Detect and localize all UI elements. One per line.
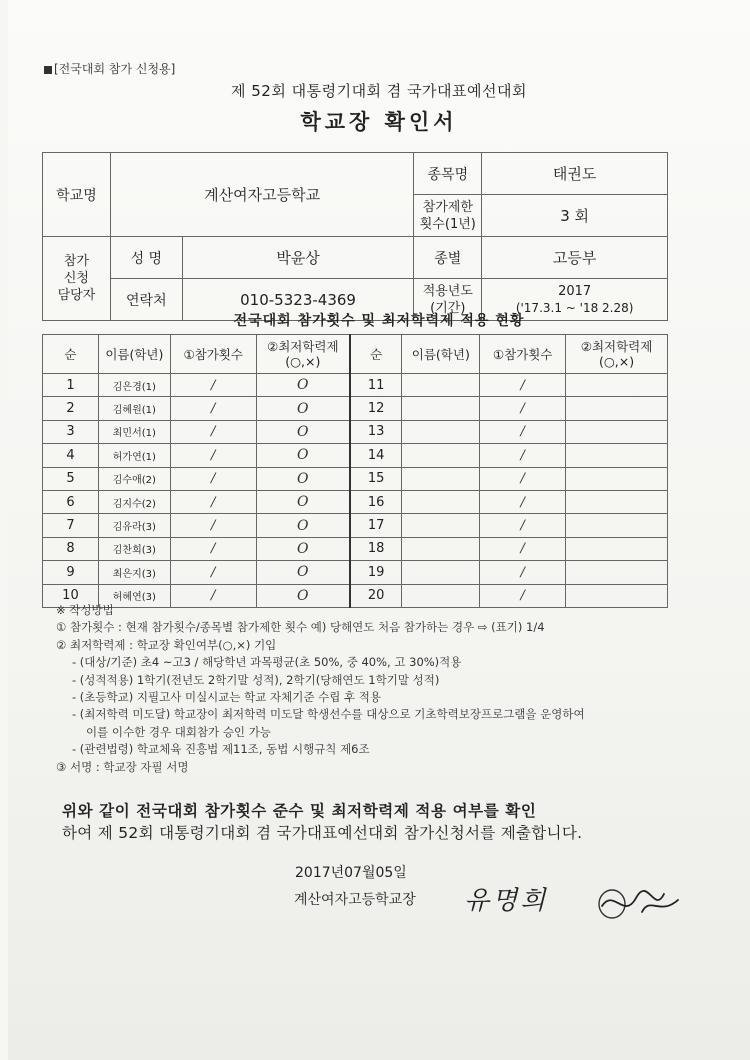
header-seq-left: 순 (43, 335, 99, 374)
student-name: 허가연(1) (98, 444, 170, 467)
row-seq: 7 (43, 514, 99, 537)
table-row (43, 444, 668, 467)
min-achievement-mark: O (256, 561, 350, 584)
row-seq: 17 (350, 514, 402, 537)
participation-count: / (170, 444, 256, 467)
row-seq: 5 (43, 467, 99, 490)
instructions (56, 602, 696, 776)
name-label: 성 명 (110, 237, 182, 279)
principal-title: 계산여자고등학교장 (294, 892, 416, 908)
row-seq: 10 (43, 584, 99, 607)
year-value: 2017 ('17.3.1 ~ '18 2.28) (482, 279, 668, 321)
min-achievement-empty (566, 561, 668, 584)
participation-count: / (480, 444, 566, 467)
participation-count: / (480, 514, 566, 537)
seal-signature-mark (594, 884, 684, 924)
participation-count: / (480, 397, 566, 420)
table-row (43, 467, 668, 490)
student-name-empty (402, 490, 480, 513)
min-achievement-mark: O (256, 584, 350, 607)
phone-value: 010-5323-4369 (182, 279, 414, 321)
student-name-empty (402, 397, 480, 420)
header-count-right: ①참가횟수 (480, 335, 566, 374)
student-name-empty (402, 514, 480, 537)
participation-section-title: 전국대회 참가횟수 및 최저학력제 적용 현황 (233, 313, 525, 329)
row-seq: 9 (43, 561, 99, 584)
student-name-empty (402, 561, 480, 584)
row-seq: 3 (43, 420, 99, 443)
student-name: 김은경(1) (98, 374, 170, 397)
table-row (43, 537, 668, 560)
row-seq: 6 (43, 490, 99, 513)
limit-value: 3 회 (482, 195, 668, 237)
instruction-item: ① 참가횟수 : 현재 참가횟수/종목별 참가제한 횟수 예) 당해연도 처음 참가하는 경우 ⇨ (표기) 1/4 (56, 620, 545, 635)
header-count-left: ①참가횟수 (170, 335, 256, 374)
school-info-table (42, 152, 668, 321)
student-name-empty (402, 467, 480, 490)
table-row (43, 397, 668, 420)
event-value: 태권도 (482, 153, 668, 195)
min-achievement-mark: O (256, 490, 350, 513)
participation-count: / (480, 490, 566, 513)
instructions-heading: ※ 작성방법 (56, 603, 114, 617)
participation-count: / (170, 537, 256, 560)
limit-label: 참가제한 횟수(1년) (414, 195, 482, 237)
instruction-subitem: - (초등학교) 지필고사 미실시교는 학교 자체기준 수립 후 적용 (72, 690, 381, 705)
min-achievement-empty (566, 490, 668, 513)
year-label: 적용년도 (기간) (414, 279, 482, 321)
min-achievement-empty (566, 420, 668, 443)
participation-count: / (480, 374, 566, 397)
student-name: 최민서(1) (98, 420, 170, 443)
table-row (43, 561, 668, 584)
row-seq: 15 (350, 467, 402, 490)
row-seq: 20 (350, 584, 402, 607)
participation-table (42, 334, 668, 608)
confirmation-statement (62, 800, 702, 844)
participation-count: / (480, 537, 566, 560)
row-seq: 8 (43, 537, 99, 560)
gender-label: 종별 (414, 237, 482, 279)
instruction-subitem: 이를 이수한 경우 대회참가 승인 가능 (86, 724, 271, 739)
school-name-value: 계산여자고등학교 (110, 153, 413, 237)
min-achievement-empty (566, 514, 668, 537)
header-name-right: 이름(학년) (402, 335, 480, 374)
row-seq: 2 (43, 397, 99, 420)
min-achievement-mark: O (256, 420, 350, 443)
gender-value: 고등부 (482, 237, 668, 279)
phone-label: 연락처 (110, 279, 182, 321)
document-date: 2017년07월05일 (295, 865, 407, 881)
instruction-item: ② 최저학력제 : 학교장 확인여부(○,×) 기입 (56, 637, 277, 652)
row-seq: 19 (350, 561, 402, 584)
student-name: 김지수(2) (98, 490, 170, 513)
participation-count: / (170, 514, 256, 537)
student-name: 김찬희(3) (98, 537, 170, 560)
row-seq: 14 (350, 444, 402, 467)
participation-count: / (480, 420, 566, 443)
row-seq: 12 (350, 397, 402, 420)
instruction-subitem: - (관련법령) 학교체육 진흥법 제11조, 동법 시행규칙 제6조 (72, 742, 370, 757)
student-name: 최은지(3) (98, 561, 170, 584)
participation-count: / (480, 584, 566, 607)
student-name-empty (402, 374, 480, 397)
row-seq: 11 (350, 374, 402, 397)
participation-count: / (170, 490, 256, 513)
student-name-empty (402, 420, 480, 443)
header-min-right: ②최저학력제 (○,×) (566, 335, 668, 374)
confirmation-line: 하여 제 52회 대통령기대회 겸 국가대표예선대회 참가신청서를 제출합니다. (62, 824, 583, 842)
instruction-subitem: - (최저학력 미도달) 학교장이 최저학력 미도달 학생선수를 대상으로 기초학력보장프로그램을 운영하여 (72, 707, 585, 722)
participation-count: / (170, 584, 256, 607)
participation-count: / (480, 467, 566, 490)
row-seq: 4 (43, 444, 99, 467)
table-row (43, 490, 668, 513)
table-row (43, 420, 668, 443)
document-subtitle: 제 52회 대통령기대회 겸 국가대표예선대회 (231, 82, 527, 100)
min-achievement-mark: O (256, 374, 350, 397)
participation-count: / (170, 397, 256, 420)
table-row (43, 514, 668, 537)
min-achievement-mark: O (256, 467, 350, 490)
participation-count: / (480, 561, 566, 584)
min-achievement-empty (566, 444, 668, 467)
student-name: 김수애(2) (98, 467, 170, 490)
instruction-subitem: - (대상/기준) 초4 ~고3 / 해당학년 과목평균(초 50%, 중 40%, 고 30%)적용 (72, 655, 462, 670)
student-name-empty (402, 444, 480, 467)
min-achievement-empty (566, 397, 668, 420)
min-achievement-empty (566, 374, 668, 397)
header-seq-right: 순 (350, 335, 402, 374)
min-achievement-empty (566, 467, 668, 490)
student-name-empty (402, 537, 480, 560)
min-achievement-empty (566, 537, 668, 560)
row-seq: 16 (350, 490, 402, 513)
student-name: 김유라(3) (98, 514, 170, 537)
document-page (8, 0, 750, 1060)
name-value: 박윤상 (182, 237, 414, 279)
participation-count: / (170, 467, 256, 490)
event-label: 종목명 (414, 153, 482, 195)
school-name-label: 학교명 (43, 153, 111, 237)
form-usage-tag: [전국대회 참가 신청용] (44, 60, 175, 77)
header-name-left: 이름(학년) (98, 335, 170, 374)
participation-count: / (170, 420, 256, 443)
contact-person-label: 참가 신청 담당자 (43, 237, 111, 321)
instruction-subitem: - (성적적용) 1학기(전년도 2학기말 성적), 2학기(당해연도 1학기말 성적) (72, 672, 440, 687)
min-achievement-mark: O (256, 444, 350, 467)
min-achievement-mark: O (256, 397, 350, 420)
row-seq: 13 (350, 420, 402, 443)
table-row (43, 374, 668, 397)
row-seq: 18 (350, 537, 402, 560)
handwritten-signature: 유명희 (464, 886, 549, 916)
instruction-item: ③ 서명 : 학교장 자필 서명 (56, 759, 189, 774)
student-name: 허혜연(3) (98, 584, 170, 607)
min-achievement-mark: O (256, 537, 350, 560)
student-name: 김혜원(1) (98, 397, 170, 420)
confirmation-line: 위와 같이 전국대회 참가횟수 준수 및 최저학력제 적용 여부를 확인 (62, 802, 537, 820)
header-min-left: ②최저학력제 (○,×) (256, 335, 350, 374)
participation-count: / (170, 374, 256, 397)
min-achievement-mark: O (256, 514, 350, 537)
row-seq: 1 (43, 374, 99, 397)
participation-count: / (170, 561, 256, 584)
document-title: 학교장 확인서 (300, 110, 458, 134)
